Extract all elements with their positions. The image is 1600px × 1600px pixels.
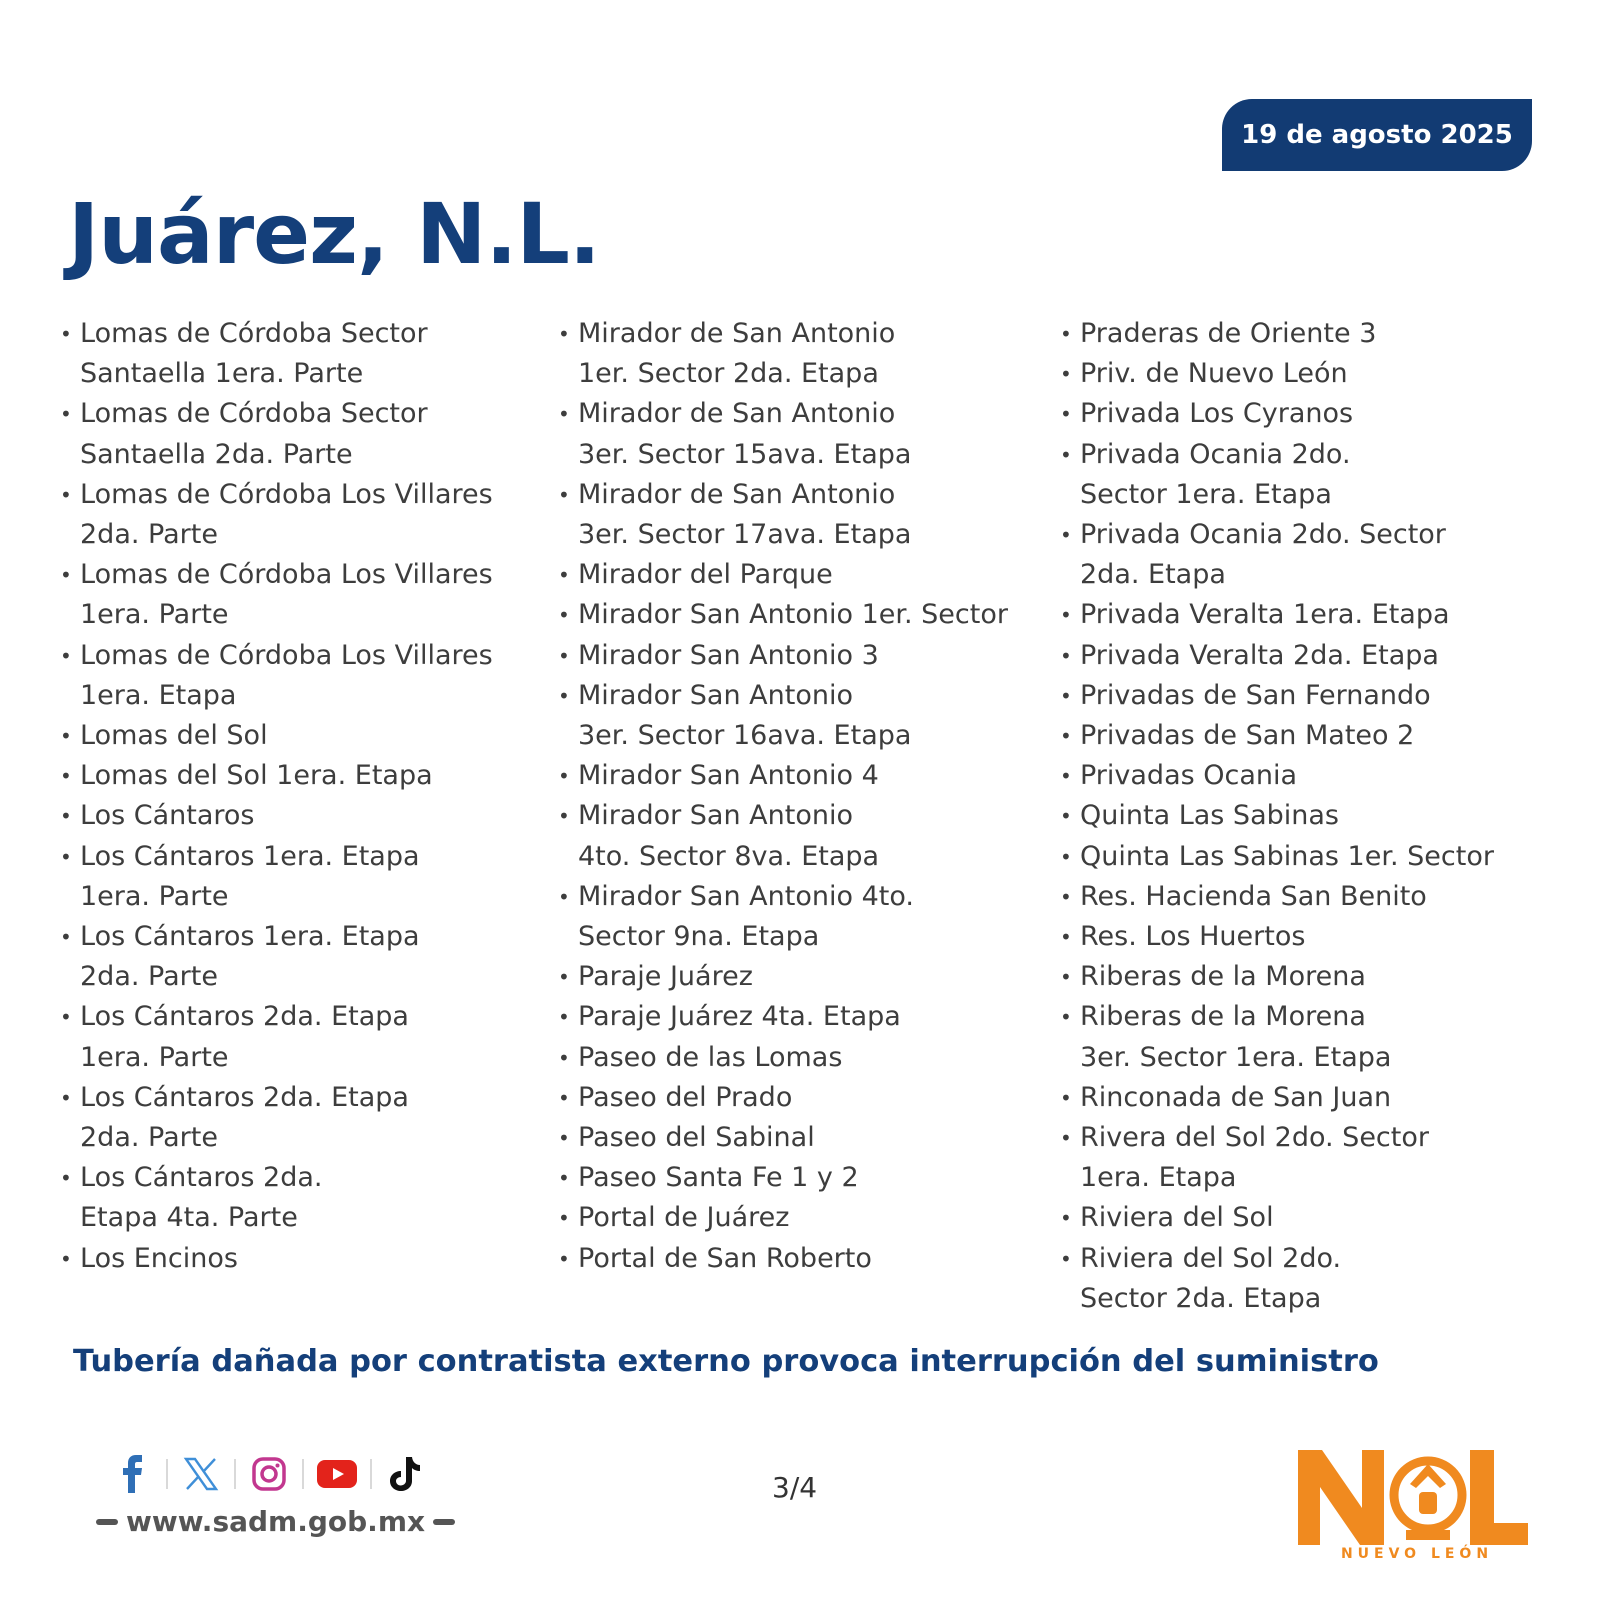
neighborhood-item: • Privada Veralta 1era. Etapa: [1060, 595, 1494, 635]
neighborhood-item: • Riberas de la Morena 3er. Sector 1era. Etapa: [1060, 997, 1494, 1077]
page-title: Juárez, N.L.: [68, 185, 600, 283]
divider: [234, 1459, 236, 1489]
neighborhood-item: • Lomas de Córdoba Los Villares 2da. Parte: [60, 475, 493, 555]
neighborhood-item: • Portal de Juárez: [558, 1198, 1008, 1238]
dash-decoration: [96, 1519, 118, 1525]
neighborhood-item: • Mirador del Parque: [558, 555, 1008, 595]
neighborhood-item: • Los Cántaros: [60, 796, 493, 836]
neighborhood-item: • Quinta Las Sabinas 1er. Sector: [1060, 837, 1494, 877]
neighborhood-item: • Mirador San Antonio 4: [558, 756, 1008, 796]
neighborhood-item: • Los Cántaros 2da. Etapa 1era. Parte: [60, 997, 493, 1077]
neighborhood-list-column-3: [1060, 314, 1494, 1319]
neighborhood-item: • Los Cántaros 1era. Etapa 2da. Parte: [60, 917, 493, 997]
neighborhood-item: • Paraje Juárez 4ta. Etapa: [558, 997, 1008, 1037]
neighborhood-item: • Lomas del Sol 1era. Etapa: [60, 756, 493, 796]
neighborhood-item: • Privadas de San Mateo 2: [1060, 716, 1494, 756]
social-links: [111, 1452, 427, 1496]
neighborhood-item: • Praderas de Oriente 3: [1060, 314, 1494, 354]
neighborhood-item: • Privada Veralta 2da. Etapa: [1060, 636, 1494, 676]
neighborhood-item: • Riviera del Sol 2do. Sector 2da. Etapa: [1060, 1239, 1494, 1319]
neighborhood-item: • Paseo del Prado: [558, 1078, 1008, 1118]
neighborhood-item: • Mirador San Antonio 3: [558, 636, 1008, 676]
neighborhood-item: • Quinta Las Sabinas: [1060, 796, 1494, 836]
neighborhood-item: • Los Cántaros 2da. Etapa 4ta. Parte: [60, 1158, 493, 1238]
neighborhood-item: • Los Cántaros 2da. Etapa 2da. Parte: [60, 1078, 493, 1158]
neighborhood-list-column-2: [558, 314, 1008, 1279]
neighborhood-item: • Mirador de San Antonio 1er. Sector 2da. Etapa: [558, 314, 1008, 394]
date-text: 19 de agosto 2025: [1241, 120, 1513, 150]
neighborhood-item: • Paseo Santa Fe 1 y 2: [558, 1158, 1008, 1198]
neighborhood-item: • Mirador San Antonio 3er. Sector 16ava. Etapa: [558, 676, 1008, 756]
neighborhood-item: • Lomas de Córdoba Los Villares 1era. Parte: [60, 555, 493, 635]
neighborhood-item: • Priv. de Nuevo León: [1060, 354, 1494, 394]
neighborhood-item: • Paraje Juárez: [558, 957, 1008, 997]
neighborhood-item: • Privada Ocania 2do. Sector 1era. Etapa: [1060, 435, 1494, 515]
nuevo-leon-logo: [1298, 1440, 1528, 1555]
neighborhood-item: • Paseo del Sabinal: [558, 1118, 1008, 1158]
divider: [166, 1459, 168, 1489]
neighborhood-item: • Lomas de Córdoba Sector Santaella 1era. Parte: [60, 314, 493, 394]
neighborhood-item: • Mirador de San Antonio 3er. Sector 15ava. Etapa: [558, 394, 1008, 474]
tiktok-icon[interactable]: [383, 1452, 427, 1496]
neighborhood-item: • Riviera del Sol: [1060, 1198, 1494, 1238]
neighborhood-item: • Res. Los Huertos: [1060, 917, 1494, 957]
neighborhood-item: • Riberas de la Morena: [1060, 957, 1494, 997]
neighborhood-item: • Portal de San Roberto: [558, 1239, 1008, 1279]
neighborhood-item: • Privada Ocania 2do. Sector 2da. Etapa: [1060, 515, 1494, 595]
neighborhood-item: • Rinconada de San Juan: [1060, 1078, 1494, 1118]
neighborhood-item: • Rivera del Sol 2do. Sector 1era. Etapa: [1060, 1118, 1494, 1198]
neighborhood-item: • Privadas Ocania: [1060, 756, 1494, 796]
date-badge: [1222, 99, 1532, 171]
neighborhood-item: • Mirador San Antonio 4to. Sector 8va. Etapa: [558, 796, 1008, 876]
facebook-icon[interactable]: [111, 1452, 155, 1496]
neighborhood-item: • Privada Los Cyranos: [1060, 394, 1494, 434]
instagram-icon[interactable]: [247, 1452, 291, 1496]
logo-caption: NUEVO LEÓN: [1340, 1546, 1494, 1562]
neighborhood-item: • Lomas de Córdoba Los Villares 1era. Etapa: [60, 636, 493, 716]
neighborhood-item: • Los Encinos: [60, 1239, 493, 1279]
website-link[interactable]: [88, 1505, 463, 1538]
divider: [370, 1459, 372, 1489]
neighborhood-item: • Mirador San Antonio 4to. Sector 9na. Etapa: [558, 877, 1008, 957]
neighborhood-item: • Los Cántaros 1era. Etapa 1era. Parte: [60, 837, 493, 917]
page-indicator: 3/4: [772, 1471, 818, 1504]
footer-headline: Tubería dañada por contratista externo provoca interrupción del suministro: [73, 1344, 1379, 1379]
x-icon[interactable]: [179, 1452, 223, 1496]
divider: [302, 1459, 304, 1489]
neighborhood-list-column-1: [60, 314, 493, 1279]
neighborhood-item: • Privadas de San Fernando: [1060, 676, 1494, 716]
neighborhood-item: • Mirador San Antonio 1er. Sector: [558, 595, 1008, 635]
neighborhood-item: • Lomas del Sol: [60, 716, 493, 756]
youtube-icon[interactable]: [315, 1452, 359, 1496]
neighborhood-item: • Lomas de Córdoba Sector Santaella 2da. Parte: [60, 394, 493, 474]
website-text: www.sadm.gob.mx: [126, 1505, 426, 1538]
neighborhood-item: • Res. Hacienda San Benito: [1060, 877, 1494, 917]
neighborhood-item: • Paseo de las Lomas: [558, 1038, 1008, 1078]
neighborhood-item: • Mirador de San Antonio 3er. Sector 17ava. Etapa: [558, 475, 1008, 555]
dash-decoration: [433, 1519, 455, 1525]
